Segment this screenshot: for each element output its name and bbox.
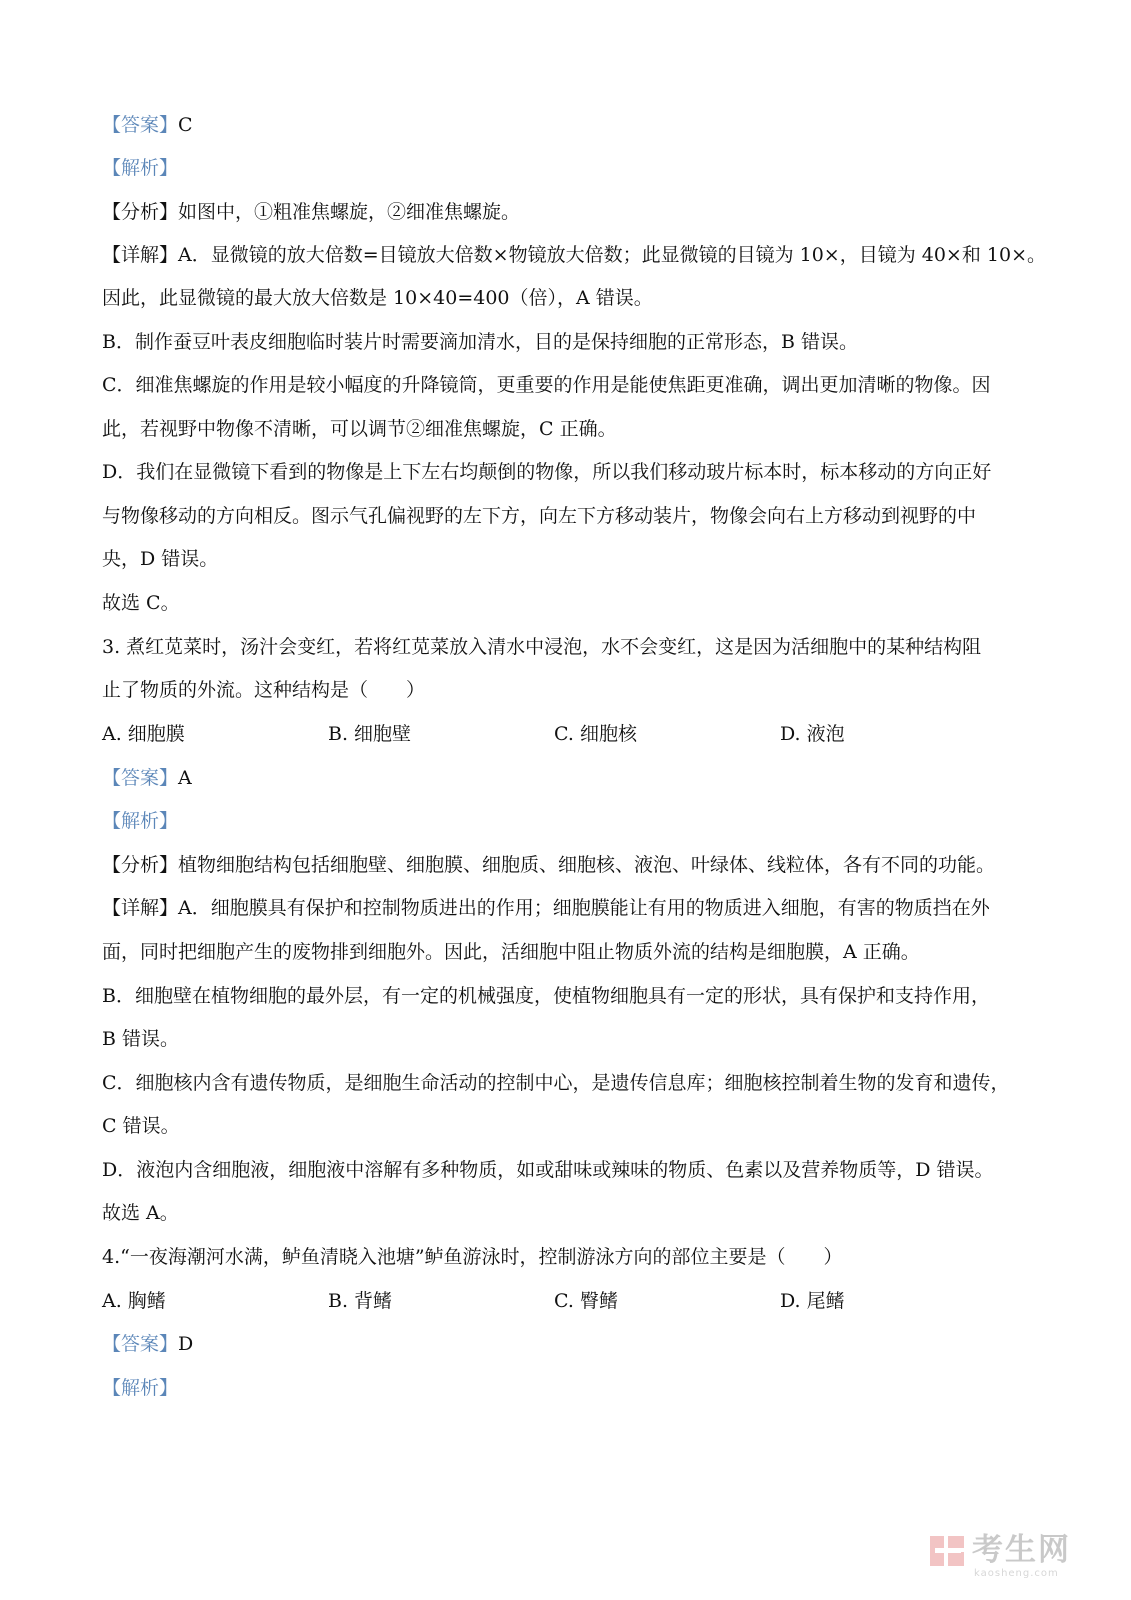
q4-answer-line <box>102 1330 1042 1358</box>
q2-option-b-explanation: B．制作蚕豆叶表皮细胞临时装片时需要滴加清水，目的是保持细胞的正常形态，B 错误。 <box>102 331 858 353</box>
analysis-label: 【解析】 <box>102 157 179 179</box>
q2-answer-line <box>102 111 1042 139</box>
q3-detail-line-2: 面，同时把细胞产生的废物排到细胞外。因此，活细胞中阻止物质外流的结构是细胞膜，A 正确。 <box>102 941 920 963</box>
q4-option-c: C. 臀鳍 <box>554 1290 618 1312</box>
q2-conclusion: 故选 C。 <box>102 592 180 614</box>
q3-option-a: A. 细胞膜 <box>102 723 185 745</box>
fenxi-text: 如图中，①粗准焦螺旋，②细准焦螺旋。 <box>178 201 521 223</box>
brand-mark-icon <box>928 1532 966 1570</box>
q3-option-b: B. 细胞壁 <box>328 723 412 745</box>
q4-analysis-heading <box>102 1374 1042 1402</box>
q3-option-c-explanation-2: C 错误。 <box>102 1115 180 1137</box>
analysis-label: 【解析】 <box>102 1377 179 1399</box>
q3-option-c: C. 细胞核 <box>554 723 637 745</box>
watermark-logo <box>928 1530 1098 1579</box>
watermark-subtext: kaosheng.com <box>974 1568 1059 1579</box>
q3-stem-1: 3. 煮红苋菜时，汤汁会变红，若将红苋菜放入清水中浸泡，水不会变红，这是因为活细胞中的某种结构阻 <box>102 636 982 658</box>
q3-option-d: D. 液泡 <box>780 723 845 745</box>
q4-option-a: A. 胸鳍 <box>102 1290 166 1312</box>
q4-stem-1: 4.“一夜海潮河水满，鲈鱼清晓入池塘”鲈鱼游泳时，控制游泳方向的部位主要是（ ） <box>102 1246 843 1268</box>
q3-detail-line-1 <box>102 894 1042 922</box>
detail-label: 【详解】 <box>102 244 179 266</box>
q3-option-b-explanation-1: B．细胞壁在植物细胞的最外层，有一定的机械强度，使植物细胞具有一定的形状，具有保护和支持作用， <box>102 985 990 1007</box>
answer-value: D <box>178 1333 194 1355</box>
q2-detail-line-1 <box>102 241 1046 269</box>
answer-label: 【答案】 <box>102 1333 179 1355</box>
q4-option-d: D. 尾鳍 <box>780 1290 845 1312</box>
q3-answer-line <box>102 764 1042 792</box>
detail-text: A．显微镜的放大倍数=目镜放大倍数×物镜放大倍数；此显微镜的目镜为 10×，目镜为 40×和 10×。 <box>178 244 1046 266</box>
q2-option-c-explanation-2: 此，若视野中物像不清晰，可以调节②细准焦螺旋，C 正确。 <box>102 418 617 440</box>
watermark-text: 考生网 <box>972 1532 1071 1568</box>
answer-value: A <box>178 767 192 789</box>
q3-analysis-heading <box>102 807 1042 835</box>
detail-text: A．细胞膜具有保护和控制物质进出的作用；细胞膜能让有用的物质进入细胞，有害的物质挡在外 <box>178 897 990 919</box>
fenxi-text: 植物细胞结构包括细胞壁、细胞膜、细胞质、细胞核、液泡、叶绿体、线粒体，各有不同的功能。 <box>178 854 996 876</box>
detail-label: 【详解】 <box>102 897 179 919</box>
analysis-label: 【解析】 <box>102 810 179 832</box>
q2-option-d-explanation-3: 央，D 错误。 <box>102 548 219 570</box>
q3-conclusion: 故选 A。 <box>102 1202 179 1224</box>
q2-analysis-heading <box>102 154 1042 182</box>
answer-label: 【答案】 <box>102 767 179 789</box>
q3-option-d-explanation: D．液泡内含细胞液，细胞液中溶解有多种物质，如或甜味或辣味的物质、色素以及营养物质等，D 错误。 <box>102 1159 994 1181</box>
q3-stem-2: 止了物质的外流。这种结构是（ ） <box>102 679 426 701</box>
q3-option-b-explanation-2: B 错误。 <box>102 1028 180 1050</box>
q3-fenxi-line <box>102 851 1042 879</box>
answer-value: C <box>178 114 193 136</box>
answer-label: 【答案】 <box>102 114 179 136</box>
fenxi-label: 【分析】 <box>102 201 179 223</box>
q3-option-c-explanation-1: C．细胞核内含有遗传物质，是细胞生命活动的控制中心，是遗传信息库；细胞核控制着生物的发育和遗传， <box>102 1072 1010 1094</box>
q2-option-d-explanation-2: 与物像移动的方向相反。图示气孔偏视野的左下方，向左下方移动装片，物像会向右上方移动到视野的中 <box>102 505 977 527</box>
q2-fenxi-line <box>102 198 1042 226</box>
q2-option-d-explanation-1: D．我们在显微镜下看到的物像是上下左右均颠倒的物像，所以我们移动玻片标本时，标本移动的方向正好 <box>102 461 992 483</box>
q2-option-c-explanation-1: C．细准焦螺旋的作用是较小幅度的升降镜筒，更重要的作用是能使焦距更准确，调出更加清晰的物像。因 <box>102 374 991 396</box>
q2-detail-line-2: 因此，此显微镜的最大放大倍数是 10×40=400（倍），A 错误。 <box>102 287 653 309</box>
fenxi-label: 【分析】 <box>102 854 179 876</box>
q4-option-b: B. 背鳍 <box>328 1290 393 1312</box>
